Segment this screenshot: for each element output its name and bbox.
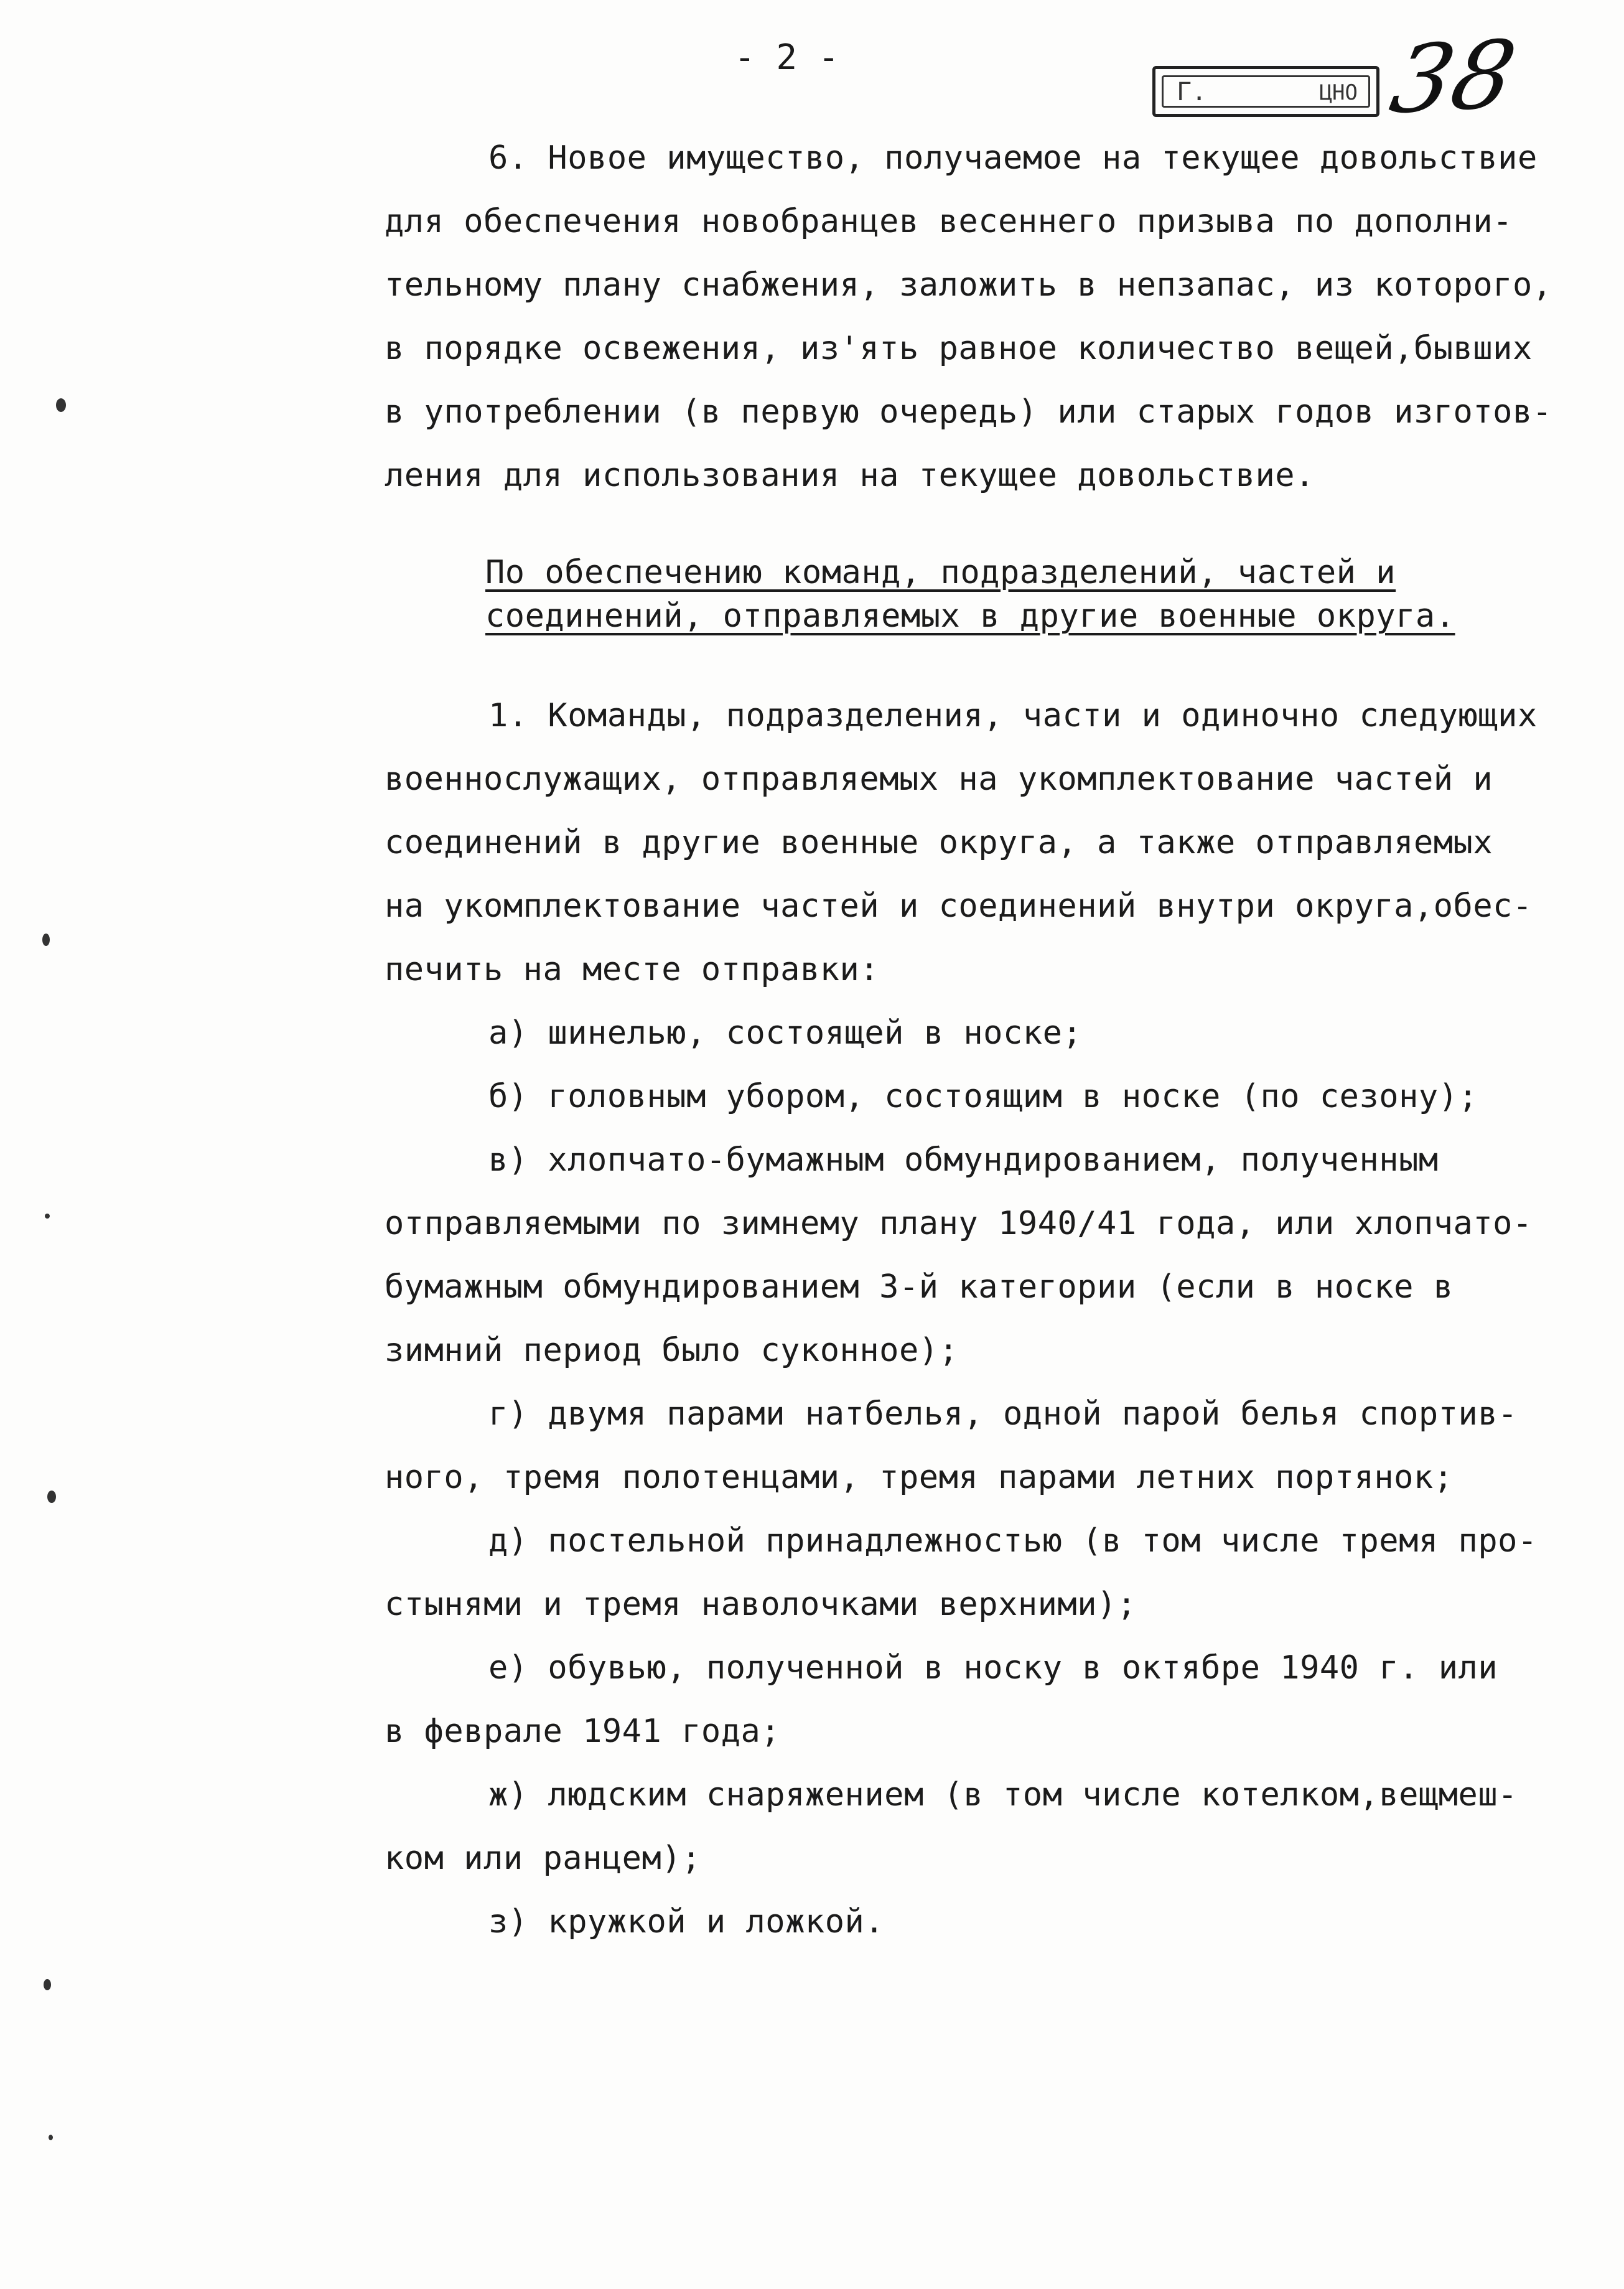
paragraph-1-line-4: на укомплектование частей и соединений внутри округа,обес- [385, 887, 1533, 925]
list-item-e-line-2: в феврале 1941 года; [385, 1713, 781, 1750]
paragraph-6-line-6: ления для использования на текущее довольствие. [385, 457, 1315, 494]
paragraph-1-line-1: 1. Команды, подразделения, части и одиночно следующих [488, 697, 1538, 734]
scan-speck [45, 1214, 50, 1219]
paragraph-6-line-3: тельному плану снабжения, заложить в непзапас, из которого, [385, 266, 1552, 304]
scan-speck [44, 1979, 51, 1990]
list-item-e-line-1: е) обувью, полученной в носку в октябре 1940 г. или [488, 1649, 1498, 1687]
paragraph-6-line-5: в употреблении (в первую очередь) или старых годов изготов- [385, 393, 1552, 431]
archive-stamp [1152, 66, 1379, 117]
list-item-v-line-2: отправляемыми по зимнему плану 1940/41 года, или хлопчато- [385, 1205, 1533, 1242]
list-item-zh-line-2: ком или ранцем); [385, 1840, 701, 1877]
paragraph-1-line-3: соединений в другие военные округа, а также отправляемых [385, 824, 1493, 861]
list-item-g-line-1: г) двумя парами натбелья, одной парой белья спортив- [488, 1395, 1518, 1433]
section-heading-line-1: По обеспечению команд, подразделений, частей и [485, 554, 1396, 591]
scan-speck [56, 398, 66, 412]
page-number: - 2 - [734, 37, 839, 78]
section-heading-line-2: соединений, отправляемых в другие военные округа. [485, 597, 1455, 635]
paragraph-6-line-2: для обеспечения новобранцев весеннего призыва по дополни- [385, 203, 1513, 240]
list-item-a: а) шинелью, состоящей в носке; [488, 1014, 1083, 1052]
list-item-v-line-1: в) хлопчато-бумажным обмундированием, полученным [488, 1141, 1439, 1179]
list-item-z: з) кружкой и ложкой. [488, 1903, 885, 1940]
list-item-d-line-2: стынями и тремя наволочками верхними); [385, 1586, 1137, 1623]
paragraph-1-line-5: печить на месте отправки: [385, 951, 880, 988]
archive-stamp-left-text: Г. [1177, 78, 1207, 106]
scan-speck [47, 1491, 56, 1503]
paragraph-6-line-4: в порядке освежения, из'ять равное количество вещей,бывших [385, 330, 1533, 367]
list-item-d-line-1: д) постельной принадлежностью (в том числе тремя про- [488, 1522, 1538, 1560]
list-item-v-line-3: бумажным обмундированием 3-й категории (если в носке в [385, 1268, 1454, 1306]
scan-speck [42, 934, 50, 946]
paragraph-6-line-1: 6. Новое имущество, получаемое на текущее довольствие [488, 139, 1538, 177]
archive-stamp-right-text: ЦНО [1319, 80, 1358, 105]
list-item-zh-line-1: ж) людским снаряжением (в том числе котелком,вещмеш- [488, 1776, 1518, 1814]
list-item-g-line-2: ного, тремя полотенцами, тремя парами летних портянок; [385, 1459, 1454, 1496]
list-item-b: б) головным убором, состоящим в носке (по сезону); [488, 1078, 1478, 1115]
handwritten-folio-number: 38 [1382, 21, 1524, 135]
list-item-v-line-4: зимний период было суконное); [385, 1332, 959, 1369]
paragraph-1-line-2: военнослужащих, отправляемых на укомплектование частей и [385, 761, 1493, 798]
scan-speck [49, 2135, 53, 2140]
